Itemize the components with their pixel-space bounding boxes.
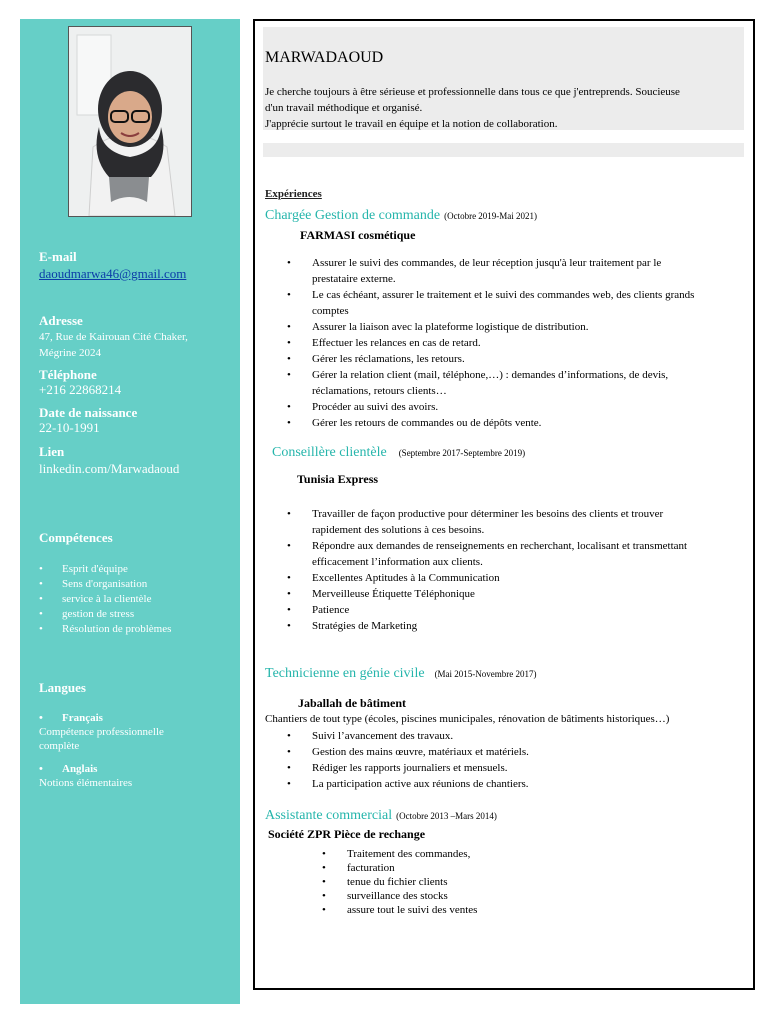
experience-section-label: Expériences <box>265 188 322 200</box>
skills-list <box>39 562 171 637</box>
intro-line: d'un travail méthodique et organisé. <box>265 102 423 114</box>
language-level: complète <box>39 740 80 752</box>
job-header <box>265 806 497 824</box>
job-title: Conseillère clientèle <box>272 445 387 460</box>
job-bullet: • Répondre aux demandes de renseignements en recherchant, localisant et transmettant efficacement l’information aux clients. <box>287 538 745 570</box>
birth-value: 22-10-1991 <box>39 420 100 435</box>
language-name: Français <box>62 712 103 724</box>
job-date: (Octobre 2013 –Mars 2014) <box>396 811 497 821</box>
job-header <box>272 443 525 461</box>
job-bullets <box>287 506 745 634</box>
job-title: Assistante commercial <box>265 808 393 823</box>
linkedin-link[interactable]: linkedin.com/Marwadaoud <box>39 461 180 476</box>
job-bullet: • Procéder au suivi des avoirs. <box>287 399 745 415</box>
job-title: Technicienne en génie civile <box>265 666 425 681</box>
skill-item: • Esprit d'équipe <box>39 562 171 577</box>
job-bullet: • Excellentes Aptitudes à la Communication <box>287 570 745 586</box>
phone-value: +216 22868214 <box>39 382 122 397</box>
birth-label: Date de naissance <box>39 405 138 420</box>
job-bullet: • surveillance des stocks <box>322 889 722 903</box>
address-label: Adresse <box>39 313 83 328</box>
job-bullet: • Gestion des mains œuvre, matériaux et matériels. <box>287 744 745 760</box>
skill-item: • Sens d'organisation <box>39 577 171 592</box>
job-bullet: • Gérer la relation client (mail, téléphone,…) : demandes d’informations, de devis, réclamations, retours clients… <box>287 367 745 399</box>
address-line-2: Mégrine 2024 <box>39 347 102 359</box>
job-bullet: • Traitement des commandes, <box>322 847 722 861</box>
job-bullet: • Effectuer les relances en cas de retard. <box>287 335 745 351</box>
intro-line: Je cherche toujours à être sérieuse et professionnelle dans tous ce que j'entreprends. Soucieuse <box>265 86 680 98</box>
job-title: Chargée Gestion de commande <box>265 208 441 223</box>
email-label: E-mail <box>39 249 77 264</box>
job-date: (Mai 2015-Novembre 2017) <box>434 669 537 679</box>
intro-line: J'apprécie surtout le travail en équipe et la notion de collaboration. <box>265 118 558 130</box>
address-line-1: 47, Rue de Kairouan Cité Chaker, <box>39 331 188 343</box>
company-name: Tunisia Express <box>297 472 379 486</box>
job-date: (Octobre 2019-Mai 2021) <box>444 211 538 221</box>
profile-photo-image <box>69 27 191 216</box>
job-header <box>265 206 537 224</box>
language-french: • Français Compétence professionnelle complète <box>39 712 164 752</box>
candidate-name: MARWADAOUD <box>265 49 384 66</box>
job-bullet: • Rédiger les rapports journaliers et mensuels. <box>287 760 745 776</box>
job-bullet: • Patience <box>287 602 745 618</box>
job-bullet: • Stratégies de Marketing <box>287 618 745 634</box>
job-bullet: • Merveilleuse Étiquette Téléphonique <box>287 586 745 602</box>
job-header <box>265 664 537 682</box>
sidebar <box>20 19 240 1004</box>
summary-divider-bar <box>263 143 744 157</box>
skill-item: • gestion de stress <box>39 607 171 622</box>
job-bullet: • La participation active aux réunions de chantiers. <box>287 776 745 792</box>
phone-label: Téléphone <box>39 367 97 382</box>
company-name: Jaballah de bâtiment <box>298 696 407 710</box>
language-level: Compétence professionnelle <box>39 726 164 738</box>
language-english: • Anglais Notions élémentaires <box>39 763 133 789</box>
skill-item: • service à la clientèle <box>39 592 171 607</box>
language-name: Anglais <box>62 763 98 775</box>
skill-item: • Résolution de problèmes <box>39 622 171 637</box>
intro-text <box>265 84 740 132</box>
language-level: Notions élémentaires <box>39 777 133 789</box>
job-bullet: • Suivi l’avancement des travaux. <box>287 728 745 744</box>
job-bullets <box>322 847 722 917</box>
main-content-frame <box>253 19 755 990</box>
job-date: (Septembre 2017-Septembre 2019) <box>398 448 526 458</box>
link-label: Lien <box>39 444 65 459</box>
job-bullets <box>287 255 745 431</box>
job-bullet: • Assurer la liaison avec la plateforme logistique de distribution. <box>287 319 745 335</box>
skills-title: Compétences <box>39 530 113 545</box>
job-bullets <box>287 728 745 792</box>
job-bullet: • assure tout le suivi des ventes <box>322 903 722 917</box>
job-bullet: • Le cas échéant, assurer le traitement et le suivi des commandes web, des clients grands comptes <box>287 287 745 319</box>
job-bullet: • facturation <box>322 861 722 875</box>
job-bullet: • Gérer les réclamations, les retours. <box>287 351 745 367</box>
job-intro: Chantiers de tout type (écoles, piscines municipales, rénovation de bâtiments historiques…) <box>265 713 670 725</box>
email-link[interactable]: daoudmarwa46@gmail.com <box>39 266 187 281</box>
languages-title: Langues <box>39 680 86 695</box>
profile-photo <box>68 26 192 217</box>
company-name: Société ZPR Pièce de rechange <box>268 827 426 841</box>
job-bullet: • Travailler de façon productive pour déterminer les besoins des clients et trouver rapidement des solutions à ces besoins. <box>287 506 745 538</box>
job-bullet: • tenue du fichier clients <box>322 875 722 889</box>
job-bullet: • Assurer le suivi des commandes, de leur réception jusqu'à leur traitement par le prestataire externe. <box>287 255 745 287</box>
company-name: FARMASI cosmétique <box>300 228 416 242</box>
job-bullet: • Gérer les retours de commandes ou de dépôts vente. <box>287 415 745 431</box>
